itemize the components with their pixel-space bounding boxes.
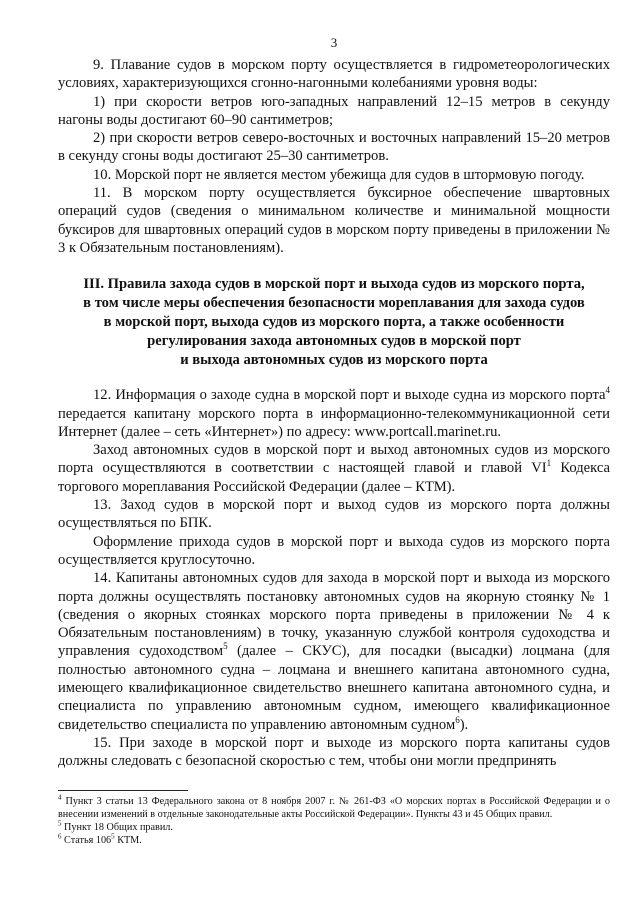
section-heading-line: и выхода автономных судов из морского порта (180, 352, 488, 369)
paragraph-11: 11. В морском порту осуществляется буксирное обеспечение швартовных операций судов (сведения о минимальном количестве и минимальной мощности буксиров для швартовных операций судов в морском порту приведены в приложении № 3 к Обязательным постановлениям). (58, 185, 610, 256)
footnote-mark: 4 (58, 793, 62, 802)
paragraph-14-text-c: ). (459, 716, 469, 733)
footnote-mark: 5 (58, 819, 62, 828)
section-heading-line: III. Правила захода судов в морской порт и выхода судов из морского порта, (83, 276, 585, 293)
paragraph-12-text-a: 12. Информация о заходе судна в морской порт и выходе судна из морского порта (93, 387, 606, 404)
page-number: 3 (330, 35, 338, 50)
document-body (58, 56, 610, 771)
footnote-text-a: Статья 106 (61, 835, 112, 846)
footnote-ref-6: 6 (455, 714, 460, 725)
footnote-text-b: КТМ. (114, 835, 142, 846)
footnote-mark: 6 (58, 832, 62, 841)
footnote-text: Пункт 18 Общих правил. (61, 822, 173, 833)
paragraph-10: 10. Морской порт не является местом убежища для судов в штормовую погоду. (93, 166, 585, 183)
paragraph-12-text-b: передается капитану морского порта в информационно-телекоммуникационной сети Интернет (далее – сеть «Интернет») по адресу: www.portcall.marinet.ru. (58, 405, 610, 440)
paragraph-autonomous (58, 441, 610, 496)
section-heading-line: регулирования захода автономных судов в морской порт (147, 333, 521, 350)
paragraph-9-item-1: 1) при скорости ветров юго-западных направлений 12–15 метров в секунду нагоны воды достигают 60–90 сантиметров; (58, 93, 610, 128)
footnote-divider (58, 790, 188, 791)
paragraph-13: 13. Заход судов в морской порт и выход судов из морского порта должны осуществляться по БПК. (58, 497, 610, 532)
paragraph-9: 9. Плавание судов в морском порту осуществляется в гидрометеорологических условиях, характеризующихся сгонно-нагонными колебаниями уровня воды: (58, 57, 610, 92)
paragraph-14 (58, 569, 610, 734)
paragraph-autonomous-text-a: Заход автономных судов в морской порт и выход автономных судов из морского порта осуществляются в соответствии с настоящей главой и главой VI (58, 442, 610, 477)
paragraph-15: 15. При заходе в морской порт и выходе из морского порта капитаны судов должны следовать с безопасной скоростью с тем, чтобы они могли предпринять (58, 734, 610, 770)
article-superscript: 5 (111, 832, 115, 841)
paragraph-registration: Оформление прихода судов в морской порт и выхода судов из морского порта осуществляется круглосуточно. (58, 533, 610, 568)
paragraph-12 (58, 386, 610, 441)
footnote-6 (58, 834, 610, 847)
paragraph-9-item-2: 2) при скорости ветров северо-восточных и восточных направлений 15–20 метров в секунду сгоны воды достигают 25–30 сантиметров. (58, 130, 610, 165)
paragraph-autonomous-text-b: Кодекса торгового мореплавания Российской Федерации (далее – КТМ). (58, 460, 611, 495)
footnote-4 (58, 795, 610, 821)
paragraph-14-text-a: 14. Капитаны автономных судов для захода в морской порт и выхода из морского порта должны осуществлять постановку автономных судов на якорную стоянку № 1 (сведения о якорных стоянках морского порта приведены в приложении № 4 к Обязательным постановлениям) в точку, указанную службой контроля судоходства и управления судоходством (58, 570, 610, 660)
footnote-ref-5: 5 (223, 641, 228, 652)
footnote-5 (58, 821, 610, 834)
paragraph-14-text-b: (далее – СКУС), для посадки (высадки) лоцмана (для полностью автономного судна – лоцмана и внешнего капитана автономного судна, имеющего квалификационное свидетельство внешнего капитана автономного судна, и специалиста по управлению автономным судном, имеющего квалификационное свидетельство специалиста по управлению автономным судном (58, 643, 610, 733)
footnote-ref-4: 4 (605, 385, 610, 396)
footnote-text: Пункт 3 статьи 13 Федерального закона от 8 ноября 2007 г. № 261-ФЗ «О морских портах в Российской Федерации и о внесении изменений в отдельные законодательные акты Российской Федерации». Пункты 43 и 45 Общих правил. (58, 796, 610, 820)
chapter-superscript: 1 (546, 458, 552, 469)
section-heading-line: в том числе меры обеспечения безопасности мореплавания для захода судов (83, 295, 585, 312)
section-heading (58, 275, 610, 370)
section-heading-line: в морской порт, выхода судов из морского порта, а также особенности (103, 314, 565, 331)
footnotes (58, 790, 610, 847)
